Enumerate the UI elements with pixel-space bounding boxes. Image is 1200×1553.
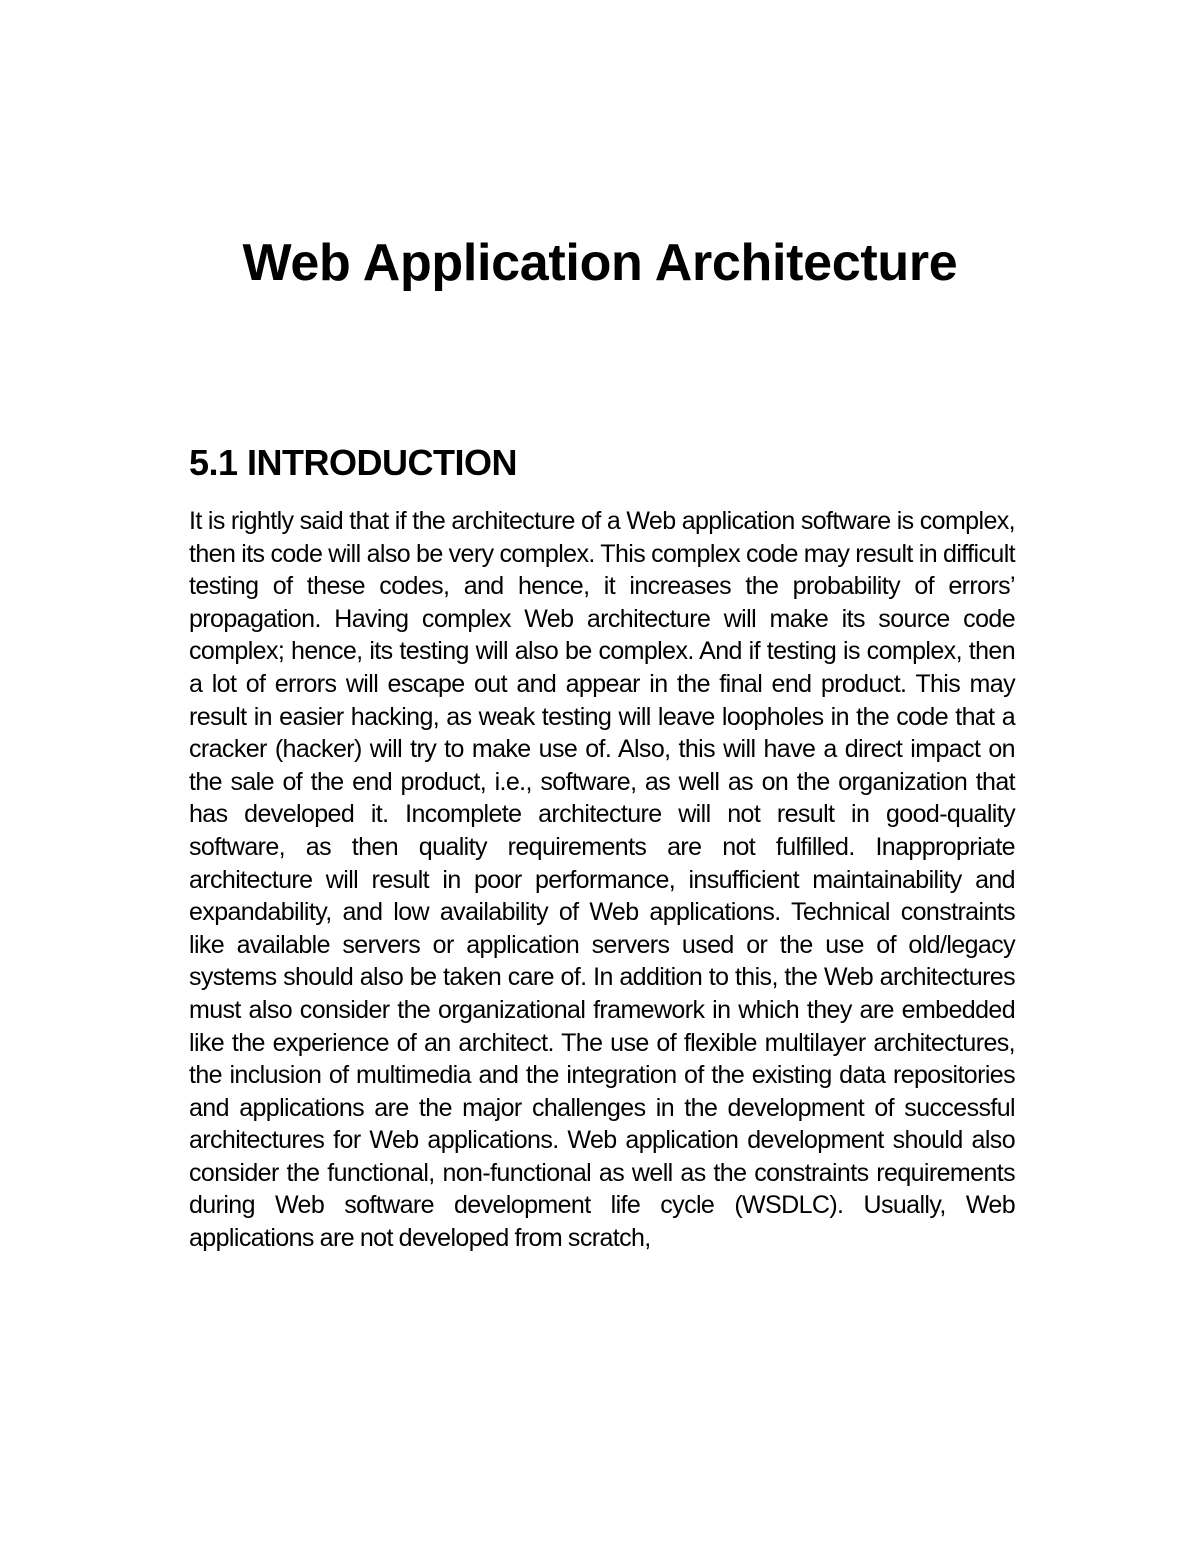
- chapter-title: Web Application Architecture: [242, 234, 958, 292]
- body-paragraph: It is rightly said that if the architecture of a Web application software is complex, then its code will also be very complex. This complex code may result in difficult testing of these codes, and hence, it increases the probability of errors’ propagation. Having complex Web architecture will make its source code complex; hence, its testing will also be complex. And if testing is complex, then a lot of errors will escape out and appear in the final end product. This may result in easier hacking, as weak testing will leave loopholes in the code that a cracker (hacker) will try to make use of. Also, this will have a direct impact on the sale of the end product, i.e., software, as well as on the organization that has developed it. Incomplete architecture will not result in good-quality software, as then quality requirements are not fulfilled. Inappropriate architecture will result in poor performance, insufficient maintainability and expandability, and low availability of Web applications. Technical constraints like available servers or application servers used or the use of old/legacy systems should also be taken care of. In addition to this, the Web architectures must also consider the organizational framework in which they are embedded like the experience of an architect. The use of flexible multilayer architectures, the inclusion of multimedia and the integration of the existing data repositories and applications are the major challenges in the development of successful architectures for Web applications. Web application development should also consider the functional, non-functional as well as the constraints requirements during Web software development life cycle (WSDLC). Usually, Web applications are not developed from scratch,: [189, 507, 1015, 1253]
- section-heading: 5.1 INTRODUCTION: [189, 442, 518, 483]
